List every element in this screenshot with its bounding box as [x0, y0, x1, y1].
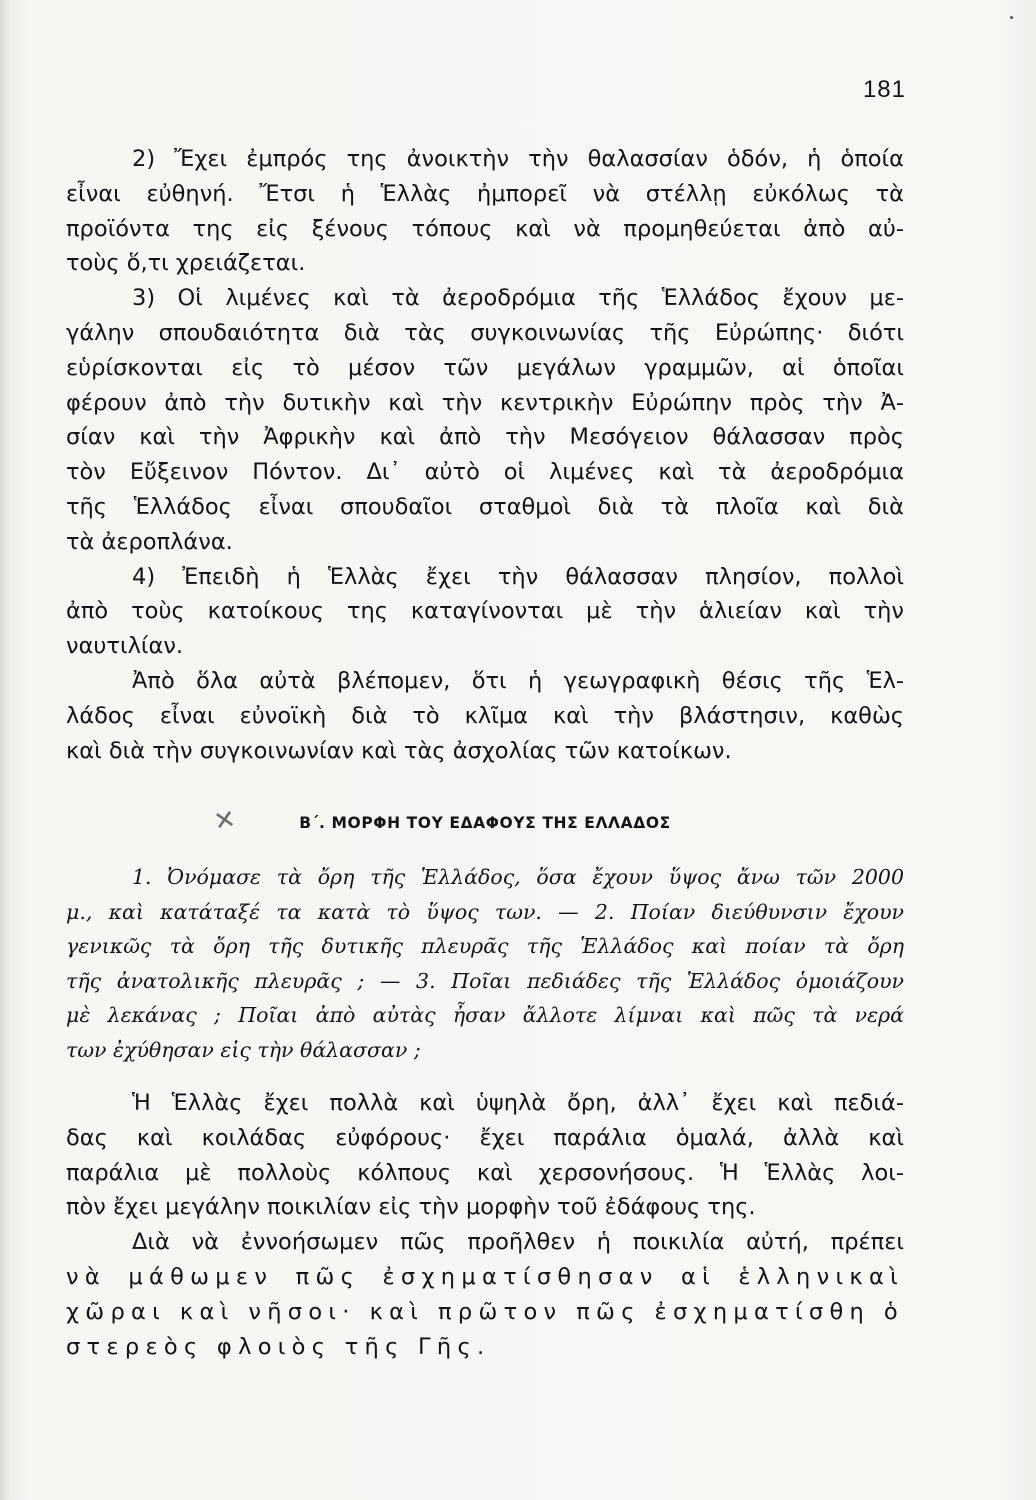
text-line: φέρουν ἀπὸ τὴν δυτικὴν καὶ τὴν κεντρικὴν Εὐρώπην πρὸς τὴν Ἀ-: [66, 389, 904, 416]
text-line: καὶ διὰ τὴν συγκοινωνίαν καὶ τὰς ἀσχολίας τῶν κατοίκων.: [66, 737, 732, 764]
exercise-line: γενικῶς τὰ ὄρη τῆς δυτικῆς πλευρᾶς τῆς Ἑλλάδος καὶ ποίαν τὰ ὄρη: [66, 934, 904, 958]
text-line: ἀπὸ τοὺς κατοίκους της καταγίνονται μὲ τὴν ἁλιείαν καὶ τὴν: [66, 598, 904, 625]
paragraph-conclusion: [66, 664, 904, 768]
paragraph-variety: [66, 1086, 904, 1225]
exercise-line: τῆς ἀνατολικῆς πλευρᾶς ; — 3. Ποῖαι πεδιάδες τῆς Ἑλλάδος ὁμοιάζουν: [66, 968, 904, 993]
text-line: τὰ ἀεροπλάνα.: [66, 528, 233, 555]
paragraph-formation: [66, 1225, 904, 1364]
text-line: εὑρίσκονται εἰς τὸ μέσον τῶν μεγάλων γραμμῶν, αἱ ὁποῖαι: [66, 354, 904, 381]
text-line: στερεὸς φλοιὸς τῆς Γῆς.: [66, 1333, 491, 1360]
paragraph-2: [66, 142, 904, 281]
text-line: Ἀπὸ ὅλα αὐτὰ βλέπομεν, ὅτι ἡ γεωγραφικὴ θέσις τῆς Ἑλ-: [132, 667, 904, 694]
text-line: 3) Οἱ λιμένες καὶ τὰ ἀεροδρόμια τῆς Ἑλλάδος ἔχουν με-: [132, 285, 904, 312]
text-line: χῶραι καὶ νῆσοι· καὶ πρῶτον πῶς ἐσχηματίσθη ὁ: [66, 1298, 904, 1325]
text-line: γάλην σπουδαιότητα διὰ τὰς συγκοινωνίας τῆς Εὐρώπης· διότι: [66, 319, 904, 346]
paragraph-4: [66, 560, 904, 664]
text-line: νὰ μάθωμεν πῶς ἐσχηματίσθησαν αἱ ἑλληνικαὶ: [66, 1263, 904, 1290]
body-text-top: [66, 142, 904, 768]
text-line: σίαν καὶ τὴν Ἀφρικὴν καὶ ἀπὸ τὴν Μεσόγειον θάλασσαν πρὸς: [66, 424, 904, 451]
print-speck: [1010, 16, 1013, 19]
paragraph-3: [66, 281, 904, 559]
text-line: τὸν Εὔξεινον Πόντον. Δι᾽ αὐτὸ οἱ λιμένες καὶ τὰ ἀεροδρόμια: [66, 459, 904, 486]
exercise-line: 1. Ὀνόμασε τὰ ὄρη τῆς Ἑλλάδος, ὅσα ἔχουν ὕψος ἄνω τῶν 2000: [132, 865, 904, 889]
text-line: Διὰ νὰ ἐννοήσωμεν πῶς προῆλθεν ἡ ποικιλία αὐτή, πρέπει: [132, 1229, 904, 1256]
text-line: 2) Ἔχει ἐμπρός της ἀνοικτὴν τὴν θαλασσίαν ὁδόν, ἡ ὁποία: [132, 146, 904, 172]
text-line: Ἡ Ἑλλὰς ἔχει πολλὰ καὶ ὑψηλὰ ὄρη, ἀλλ᾽ ἔχει καὶ πεδιά-: [132, 1090, 904, 1116]
text-line: προϊόντα της εἰς ξένους τόπους καὶ νὰ προμηθεύεται ἀπὸ αὐ-: [66, 215, 904, 242]
text-line: 4) Ἐπειδὴ ἡ Ἑλλὰς ἔχει τὴν θάλασσαν πλησίον, πολλοὶ: [132, 563, 904, 590]
section-heading: Β΄. ΜΟΡΦΗ ΤΟΥ ΕΔΑΦΟΥΣ ΤΗΣ ΕΛΛΑΔΟΣ: [299, 814, 671, 832]
exercise-questions: [66, 860, 904, 1067]
text-line: πὸν ἔχει μεγάλην ποικιλίαν εἰς τὴν μορφὴν τοῦ ἐδάφους της.: [66, 1194, 756, 1221]
text-line: ναυτιλίαν.: [66, 633, 184, 660]
text-line: δας καὶ κοιλάδας εὐφόρους· ἔχει παράλια ὁμαλά, ἀλλὰ καὶ: [66, 1124, 904, 1151]
page-number: 181: [862, 76, 906, 103]
text-line: εἶναι εὐθηνή. Ἔτσι ἡ Ἑλλὰς ἠμπορεῖ νὰ στέλλῃ εὐκόλως τὰ: [66, 180, 904, 207]
text-line: τῆς Ἑλλάδος εἶναι σπουδαῖοι σταθμοὶ διὰ τὰ πλοῖα καὶ διὰ: [66, 493, 904, 520]
text-line: τοὺς ὅ,τι χρειάζεται.: [66, 250, 306, 277]
pencil-mark-icon: ✕: [211, 804, 239, 838]
text-line: παράλια μὲ πολλοὺς κόλπους καὶ χερσονήσους. Ἡ Ἑλλὰς λοι-: [66, 1159, 904, 1186]
exercise-line: μ., καὶ κατάταξέ τα κατὰ τὸ ὕψος των. — 2. Ποίαν διεύθυνσιν ἔχουν: [66, 899, 904, 924]
exercise-line: των ἐχύθησαν εἰς τὴν θάλασσαν ;: [66, 1037, 421, 1062]
exercise-line: μὲ λεκάνας ; Ποῖαι ἀπὸ αὐτὰς ἦσαν ἄλλοτε λίμναι καὶ πῶς τὰ νερά: [66, 1003, 904, 1027]
body-text-bottom: [66, 1086, 904, 1364]
text-line: λάδος εἶναι εὐνοϊκὴ διὰ τὸ κλῖμα καὶ τὴν βλάστησιν, καθὼς: [66, 702, 904, 729]
